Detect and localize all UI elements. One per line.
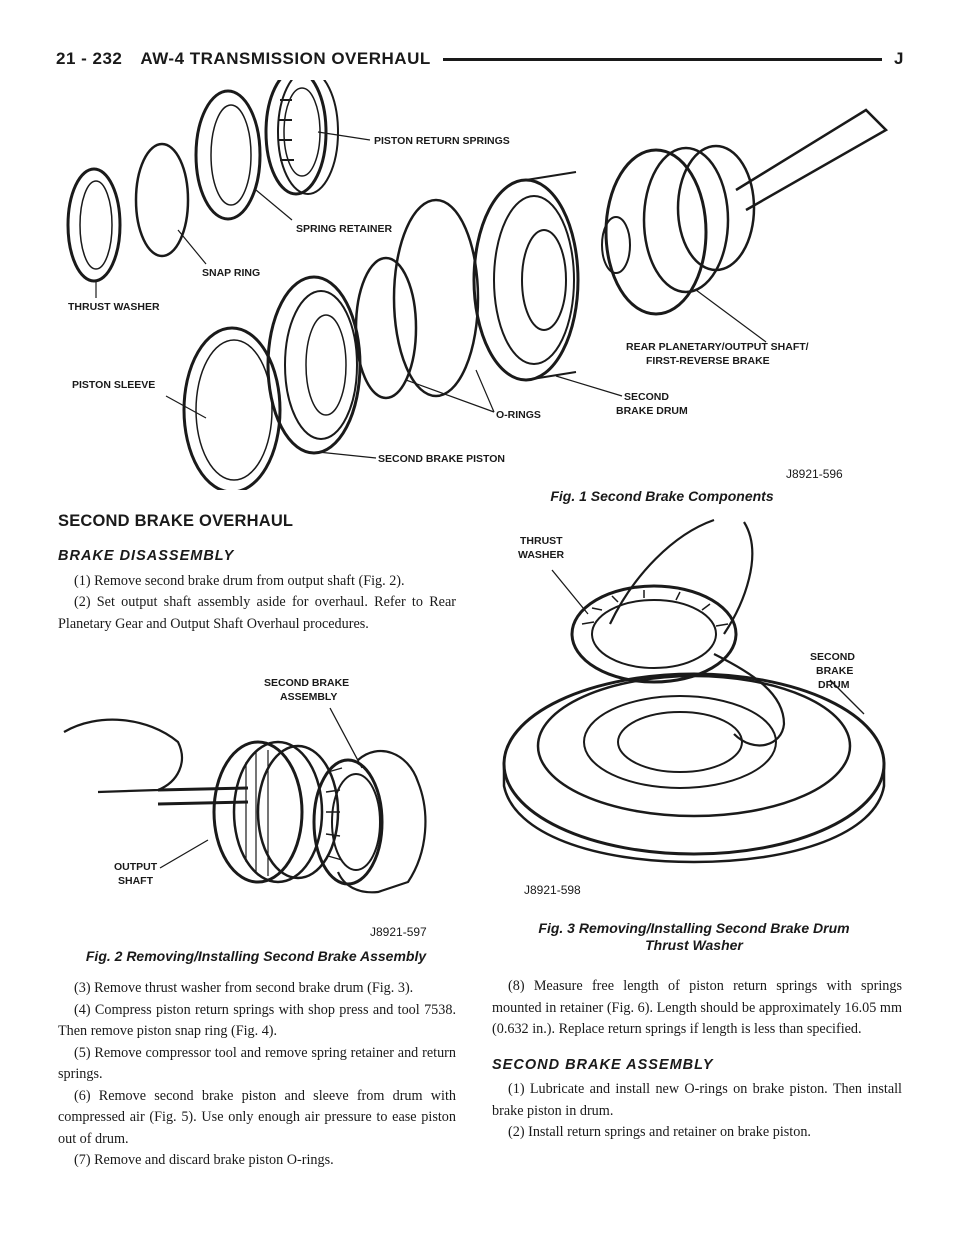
step-1: (1) Remove second brake drum from output shaft (Fig. 2). (74, 572, 405, 589)
figure-3 (484, 514, 904, 906)
step-5: (5) Remove compressor tool and remove spring retainer and return springs. (58, 1044, 456, 1082)
label-second-brake: SECOND BRAKE (264, 677, 350, 689)
figure-2 (58, 672, 454, 944)
label-snap-ring: SNAP RING (202, 267, 261, 279)
label-output: OUTPUT (114, 861, 158, 873)
step-4: (4) Compress piston return springs with shop press and tool 7538. Then remove piston snap ring (Fig. 4). (58, 1001, 456, 1039)
label-piston-return-springs: PISTON RETURN SPRINGS (374, 135, 510, 147)
label-thrust: THRUST (520, 535, 563, 547)
label-washer: WASHER (518, 549, 565, 561)
second-brake-drum-drawing (474, 172, 578, 380)
header-edition: J (894, 49, 904, 68)
label-second-drum-2: BRAKE DRUM (616, 405, 688, 417)
label-second-brake-piston: SECOND BRAKE PISTON (378, 453, 505, 465)
brake-disassembly-heading: BRAKE DISASSEMBLY (58, 548, 235, 564)
label-rear-planetary-1: REAR PLANETARY/OUTPUT SHAFT/ (626, 341, 809, 353)
hand-drawing (610, 520, 784, 745)
thrust-washer-drawing (572, 586, 736, 682)
step-6: (6) Remove second brake piston and sleeve from drum with compressed air (Fig. 5). Use only enough air pressure to ease piston out of drum. (58, 1087, 456, 1147)
label-drum-second: SECOND (810, 651, 855, 663)
figure-3-id: J8921-598 (524, 883, 581, 897)
figure-3-illustration (484, 514, 904, 906)
section-title: SECOND BRAKE OVERHAUL (58, 512, 294, 530)
figure-2-id: J8921-597 (370, 925, 427, 939)
right-column-text (492, 976, 902, 1144)
output-shaft-assembly-drawing (602, 110, 886, 314)
assembly-step-1: (1) Lubricate and install new O-rings on brake piston. Then install brake piston in drum. (492, 1081, 902, 1119)
figure-1-illustration (56, 80, 904, 490)
label-thrust-washer: THRUST WASHER (68, 301, 160, 313)
label-piston-sleeve: PISTON SLEEVE (72, 379, 156, 391)
page-number: 21 - 232 (56, 49, 123, 68)
step-2: (2) Set output shaft assembly aside for overhaul. Refer to Rear Planetary Gear and Output Shaft Overhaul procedures. (58, 594, 456, 632)
page-header (56, 46, 904, 72)
second-brake-assembly-heading: SECOND BRAKE ASSEMBLY (492, 1056, 714, 1073)
label-spring-retainer: SPRING RETAINER (296, 223, 393, 235)
return-springs-drawing (266, 80, 338, 194)
second-brake-piston-drawing (268, 277, 360, 453)
left-hand-drawing (64, 720, 182, 792)
disassembly-column-top (58, 546, 456, 635)
header-title: AW-4 TRANSMISSION OVERHAUL (140, 49, 431, 68)
figure-3-caption-line-2: Thrust Washer (645, 937, 743, 953)
assembly-step-2: (2) Install return springs and retainer on brake piston. (508, 1124, 811, 1140)
o-ring-outer-drawing (394, 200, 478, 396)
label-assembly: ASSEMBLY (280, 691, 338, 703)
step-8: (8) Measure free length of piston return springs with springs mounted in retainer (Fig. 6). Length should be approximately 16.05 mm (0.632 in.). Replace return springs if length is less than specified. (492, 978, 902, 1037)
figure-2-illustration (58, 672, 454, 944)
label-drum-drum: DRUM (818, 679, 850, 691)
label-o-rings: O-RINGS (496, 409, 541, 421)
piston-sleeve-drawing (184, 328, 280, 490)
figure-1-id: J8921-596 (786, 467, 843, 481)
figure-2-caption: Fig. 2 Removing/Installing Second Brake Assembly (85, 948, 427, 964)
second-brake-assembly-drawing (314, 760, 382, 884)
o-ring-inner-drawing (356, 258, 416, 398)
second-brake-drum-drawing (504, 674, 884, 862)
figure-3-caption (484, 920, 904, 954)
disassembly-column-bottom (58, 978, 456, 1172)
label-shaft: SHAFT (118, 875, 153, 887)
header-rule (443, 58, 882, 61)
step-3: (3) Remove thrust washer from second brake drum (Fig. 3). (74, 980, 414, 996)
label-rear-planetary-2: FIRST-REVERSE BRAKE (646, 355, 770, 367)
figure-3-caption-line-1: Fig. 3 Removing/Installing Second Brake Drum (538, 920, 850, 936)
output-shaft-drawing (214, 742, 338, 882)
step-7: (7) Remove and discard brake piston O-rings. (74, 1152, 334, 1168)
label-second-drum-1: SECOND (624, 391, 669, 403)
label-drum-brake: BRAKE (816, 665, 854, 677)
snap-ring-drawing (136, 144, 188, 256)
figure-1-caption: Fig. 1 Second Brake Components (550, 488, 774, 504)
figure-1 (56, 80, 904, 490)
